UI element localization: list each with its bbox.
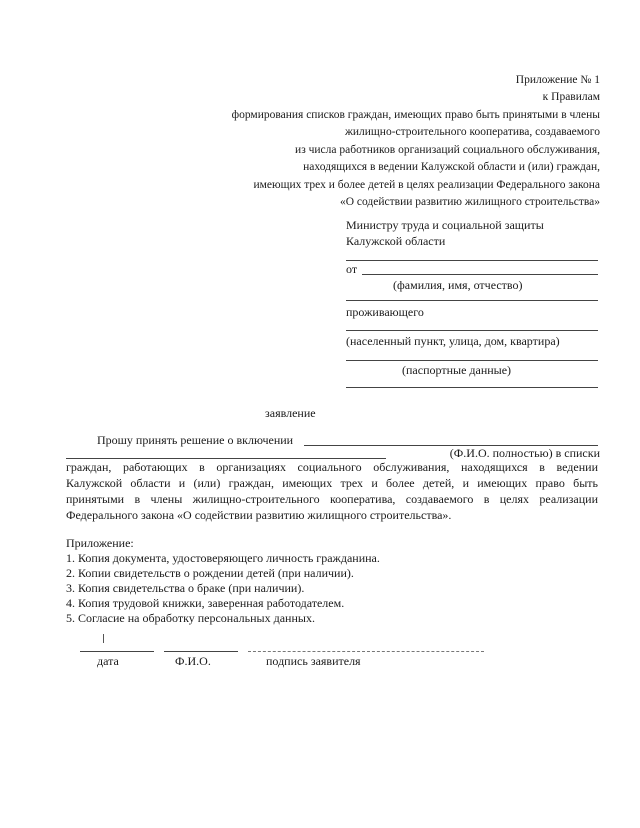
signature-label: подпись заявителя	[266, 654, 361, 668]
paragraph-line: Калужской области и (или) граждан, имеющих трех и более детей, и имеющих право быть	[66, 476, 598, 490]
attachment-item: 3. Копия свидетельства о браке (при наличии).	[66, 581, 305, 595]
header-line: из числа работников организаций социального обслуживания,	[295, 144, 600, 156]
residing-label: проживающего	[346, 305, 424, 319]
scan-mark	[103, 634, 104, 643]
blank-line[interactable]	[346, 300, 598, 301]
statement-first-line: Прошу принять решение о включении	[97, 433, 294, 447]
fio-label: Ф.И.О.	[175, 654, 211, 668]
fio-blank[interactable]	[164, 651, 238, 652]
name-hint: (фамилия, имя, отчество)	[393, 278, 523, 292]
header-line: «О содействии развитию жилищного строительства»	[339, 196, 600, 208]
appendix-rules-ref: к Правилам	[542, 91, 600, 103]
blank-line	[346, 260, 598, 261]
fio-hint: (Ф.И.О. полностью) в списки	[449, 446, 600, 460]
address-blank[interactable]	[346, 330, 598, 331]
statement-title: заявление	[265, 406, 316, 420]
address-hint: (населенный пункт, улица, дом, квартира)	[346, 334, 560, 348]
attachment-item: 4. Копия трудовой книжки, заверенная работодателем.	[66, 596, 345, 610]
date-label: дата	[97, 654, 119, 668]
applicant-fio-blank-2[interactable]	[66, 458, 386, 459]
addressee-region: Калужской области	[346, 234, 446, 248]
attachment-item: 5. Согласие на обработку пeрсональных данных.	[66, 611, 315, 625]
header-line: формирования списков граждан, имеющих право быть принятыми в члены	[231, 109, 600, 121]
header-line: жилищно-строительного кооператива, создаваемого	[344, 126, 600, 138]
attachment-item: 2. Копии свидетельств о рождении детей (при наличии).	[66, 566, 354, 580]
attachment-item: 1. Копия документа, удостоверяющего личность гражданина.	[66, 551, 380, 565]
paragraph-line: принятыми в члены жилищно-строительного кооператива, создаваемого в целях реализации	[66, 492, 598, 506]
from-label: от	[346, 262, 358, 276]
signature-blank[interactable]	[248, 651, 484, 652]
passport-blank-2[interactable]	[346, 387, 598, 388]
passport-hint: (паспортные данные)	[402, 363, 512, 377]
passport-blank[interactable]	[346, 360, 598, 361]
paragraph-last-line: Федерального закона «О содействии развитию жилищного строительства».	[66, 508, 452, 522]
addressee-line: Министру труда и социальной защиты	[346, 218, 544, 232]
header-line: находящихся в ведении Калужской области и (или) граждан,	[303, 161, 600, 173]
attachments-title: Приложение:	[66, 536, 134, 550]
paragraph-line: граждан, работающих в организациях социального обслуживания, находящихся в ведении	[66, 460, 598, 474]
from-name-blank[interactable]	[362, 274, 598, 275]
appendix-number: Приложение № 1	[515, 74, 600, 86]
date-blank[interactable]	[80, 651, 154, 652]
header-line: имеющих трех и более детей в целях реализации Федерального закона	[253, 179, 600, 191]
